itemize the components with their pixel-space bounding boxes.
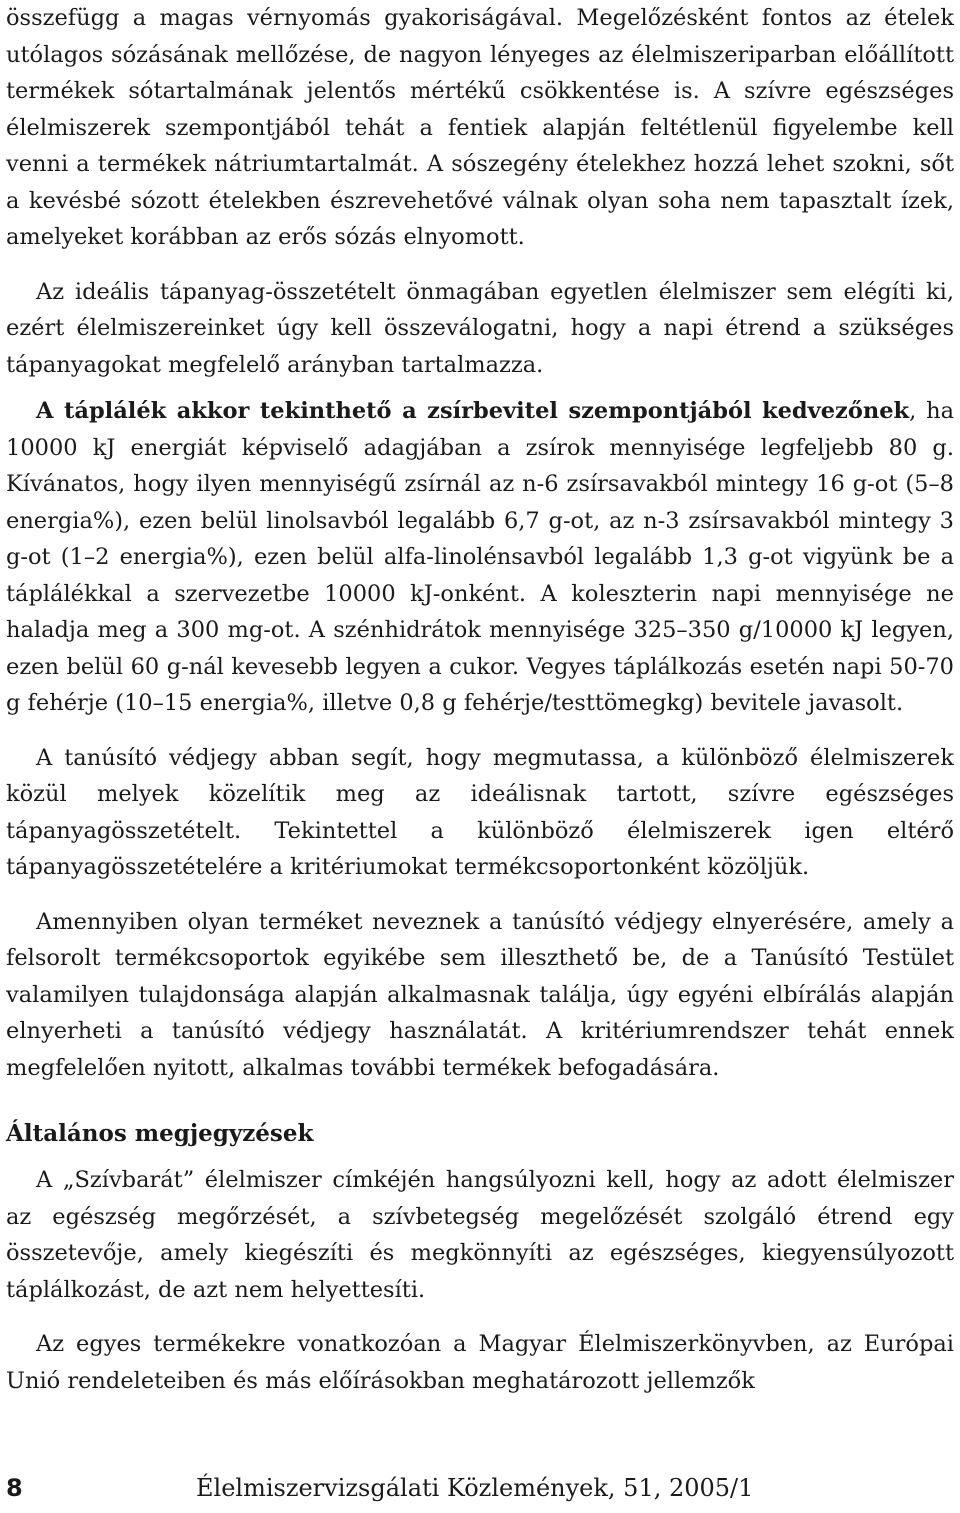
paragraph-ideal-nutrients: Az ideális tápanyag-összetételt önmagában egyetlen élelmiszer sem elégíti ki, ezért élelmiszereinket úgy kell összeválogatni, hogy a napi étrend a szükséges tápanyagokat megfelelő arányban tartalmazza. xyxy=(6,278,954,378)
page-number: 8 xyxy=(6,1474,23,1502)
section-heading: Általános megjegyzések xyxy=(6,1120,314,1147)
paragraph-individual-assessment: Amennyiben olyan terméket neveznek a tanúsító védjegy elnyerésére, amely a felsorolt termékcsoportok egyikébe sem illeszthető be, de a Tanúsító Testület valamilyen tulajdonsága alapján alkalmasnak találja, úgy egyéni elbírálás alapján elnyerheti a tanúsító védjegy használatát. A kritériumrendszer tehát ennek megfelelően nyitott, alkalmas további termékek befogadására. xyxy=(6,908,954,1081)
fat-intake-text: , ha 10000 kJ energiát képviselő adagjában a zsírok mennyisége legfeljebb 80 g. Kívánatos, hogy ilyen mennyiségű zsírnál az n-6 zsírsavakból mintegy 16 g-ot (5–8 energia%), ezen belül linolsavból legalább 6,7 g-ot, az n-3 zsírsavakból mintegy 3 g-ot (1–2 energia%), ezen belül alfa-linolénsavból legalább 1,3 g-ot vigyünk be a táplálékkal a szervezetbe 10000 kJ-onként. A koleszterin napi mennyisége ne haladja meg a 300 mg-ot. A szénhidrátok mennyisége 325–350 g/10000 kJ legyen, ezen belül 60 g-nál kevesebb legyen a cukor. Vegyes táplálkozás esetén napi 50-70 g fehérje (10–15 energia%, illetve 0,8 g fehérje/testtömegkg) bevitele javasolt. xyxy=(6,398,954,716)
document-body xyxy=(6,0,954,1399)
paragraph-trademark: A tanúsító védjegy abban segít, hogy megmutassa, a különböző élelmiszerek közül melyek közelítik meg az ideálisnak tartott, szívre egészséges tápanyagösszetételt. Tekintettel a különböző élelmiszerek igen eltérő tápanyagösszetételére a kritériumokat termékcsoportonként közöljük. xyxy=(6,744,954,880)
paragraph-sodium: összefügg a magas vérnyomás gyakoriságával. Megelőzésként fontos az ételek utólagos sózásának mellőzése, de nagyon lényeges az élelmiszeriparban előállított termékek sótartalmának jelentős mértékű csökkentése is. A szívre egészséges élelmiszerek szempontjából tehát a fentiek alapján feltétlenül figyelembe kell venni a termékek nátriumtartalmát. A sószegény ételekhez hozzá lehet szokni, sőt a kevésbé sózott ételekben észrevehetővé válnak olyan soha nem tapasztalt ízek, amelyeket korábban az erős sózás elnyomott. xyxy=(6,5,954,250)
journal-citation: Élelmiszervizsgálati Közlemények, 51, 2005/1 xyxy=(196,1474,754,1502)
paragraph-label-note: A „Szívbarát” élelmiszer címkéjén hangsúlyozni kell, hogy az adott élelmiszer az egészség megőrzését, a szívbetegség megelőzését szolgáló étrend egy összetevője, amely kiegészíti és megkönnyíti az egészséges, kiegyensúlyozott táplálkozást, de azt nem helyettesíti. xyxy=(6,1167,954,1303)
fat-intake-emphasis: A táplálék akkor tekinthető a zsírbevitel szempontjából kedvezőnek xyxy=(36,398,910,424)
paragraph-regulations: Az egyes termékekre vonatkozóan a Magyar Élelmiszerkönyvben, az Európai Unió rendeleteiben és más előírásokban meghatározott jellemzők xyxy=(6,1331,954,1394)
paragraph-fat-intake xyxy=(6,393,954,722)
